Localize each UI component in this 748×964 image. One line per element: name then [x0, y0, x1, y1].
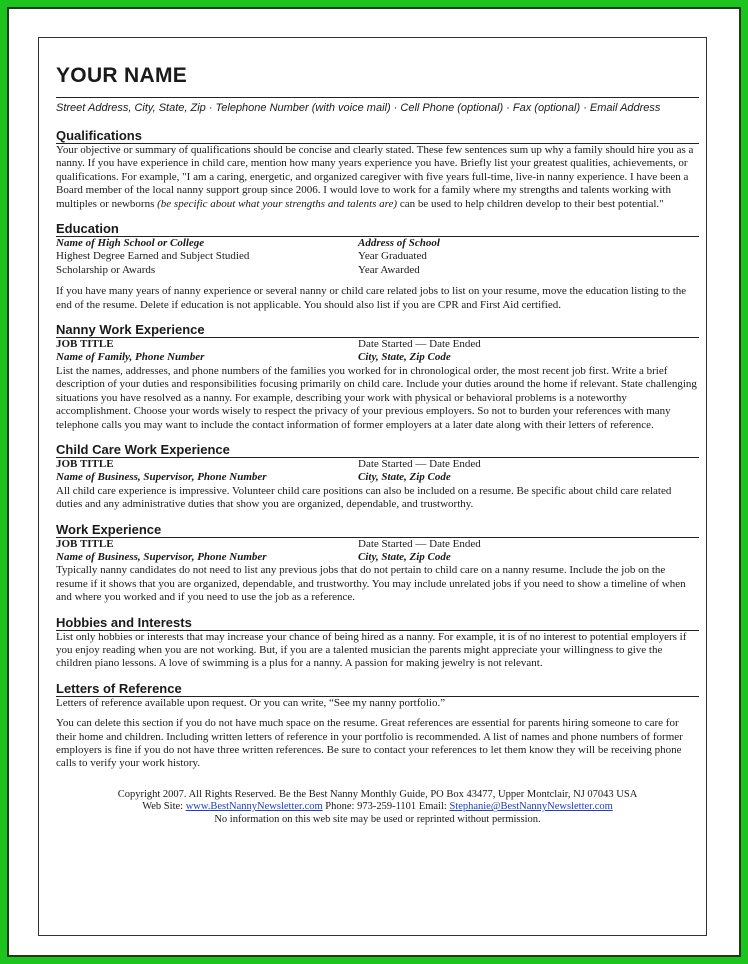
education-heading: Education: [56, 221, 699, 237]
qualifications-body: Your objective or summary of qualifications should be concise and clearly stated. These few sentences sum up why a family should hire you as a nanny. If you have experience in child care, mention how many years experience you have. Briefly list your greatest qualities, achievements, or qualifications. For example, "I am a caring, energetic, and organized caregiver with five years full-time, live-in nanny experience. I have been a Board member of the local nanny support group since 2006. I would love to work for a family where my strengths and talents working with multiples or newborns: [56, 144, 694, 210]
childcare-section: [56, 442, 699, 512]
education-section: [56, 221, 699, 312]
footer-web-label: Web Site:: [142, 801, 184, 813]
childcare-job-title: JOB TITLE: [56, 457, 114, 470]
footer-phone: Phone: 973-259-1101: [325, 801, 417, 813]
footer-email-label: Email:: [418, 801, 447, 813]
nanny-section: [56, 322, 699, 432]
footer: [56, 789, 699, 827]
nanny-row-2: [56, 351, 699, 364]
work-section: [56, 522, 699, 605]
hobbies-section: [56, 615, 699, 671]
hobbies-body: List only hobbies or interests that may increase your chance of being hired as a nanny. For example, it is of no interest to potential employers if you enjoy reading when you are not working. But, if you are a talented musician the parents might appreciate your willingness to give the children piano lessons. A love of swimming is a plus for a nanny. A passion for making jewelry is not relevant.: [56, 630, 687, 670]
nanny-row-1: [56, 338, 699, 351]
work-dates: Date Started — Date Ended: [358, 537, 481, 550]
school-name: Name of High School or College: [56, 237, 205, 250]
footer-email-link[interactable]: Stephanie@BestNannyNewsletter.com: [449, 801, 613, 813]
references-line1: Letters of reference available upon request. Or you can write, “See my nanny portfolio.”: [56, 696, 446, 709]
references-section: [56, 681, 699, 771]
education-row-1: [56, 237, 699, 250]
nanny-employer: Name of Family, Phone Number: [56, 351, 205, 364]
qualifications-text: [56, 144, 699, 211]
qualifications-body-end: can be used to help children develop to their best potential.": [399, 197, 664, 210]
childcare-dates: Date Started — Date Ended: [358, 457, 481, 470]
resume-content: [56, 64, 699, 826]
nanny-heading: Nanny Work Experience: [56, 322, 699, 338]
qualifications-section: [56, 128, 699, 211]
education-row-3: [56, 264, 699, 277]
childcare-employer: Name of Business, Supervisor, Phone Number: [56, 471, 267, 484]
school-address: Address of School: [358, 237, 440, 250]
footer-contact-line: [56, 801, 699, 814]
work-row-2: [56, 551, 699, 564]
childcare-body: All child care experience is impressive. Volunteer child care positions can also be included on a resume. Be specific about child care related duties and any administrative duties that show you are organized, dependable, and trustworthy.: [56, 484, 672, 511]
hobbies-heading: Hobbies and Interests: [56, 615, 699, 631]
degree: Highest Degree Earned and Subject Studied: [56, 250, 250, 263]
footer-web-link[interactable]: www.BestNannyNewsletter.com: [185, 801, 323, 813]
nanny-location: City, State, Zip Code: [358, 351, 451, 364]
year-graduated: Year Graduated: [358, 250, 427, 263]
footer-disclaimer: No information on this web site may be used or reprinted without permission.: [214, 813, 541, 825]
qualifications-italic-note: (be specific about what your strengths and talents are): [157, 197, 398, 210]
work-heading: Work Experience: [56, 522, 699, 538]
contact-line: Street Address, City, State, Zip · Telephone Number (with voice mail) · Cell Phone (optional) · Fax (optional) · Email Address: [56, 97, 699, 115]
nanny-dates: Date Started — Date Ended: [358, 338, 481, 351]
nanny-job-title: JOB TITLE: [56, 338, 114, 351]
footer-copyright: Copyright 2007. All Rights Reserved. Be the Best Nanny Monthly Guide, PO Box 43477, Upper Montclair, NJ 07043 USA: [117, 788, 638, 800]
childcare-row-1: [56, 458, 699, 471]
nanny-body: List the names, addresses, and phone numbers of the families you worked for in chronological order, the most recent job first. Write a brief description of your duties and responsibilities focusing primarily on child care. Include your duties around the home if relevant. State challenging situations you have resolved as a nanny. For example, describing your work with physical or behavioral problems is a noteworthy accomplishment. Choose your words wisely to respect the privacy of your previous employers. So not to burden your references with many telephone calls you may want to include the contact information of former employers at a later date along with their letters of reference.: [56, 364, 697, 431]
work-location: City, State, Zip Code: [358, 550, 451, 563]
work-employer: Name of Business, Supervisor, Phone Number: [56, 550, 267, 563]
references-heading: Letters of Reference: [56, 681, 699, 697]
work-body: Typically nanny candidates do not need to list any previous jobs that do not pertain to child care on a nanny resume. Include the job on the resume if it shows that you are organized, dependable, and trustworthy. You may include unrelated jobs if you need to show a timeline of when and where you worked and if you need to use the job as a reference.: [56, 564, 686, 604]
resume-name: YOUR NAME: [56, 64, 188, 87]
year-awarded: Year Awarded: [358, 263, 420, 276]
resume-page: [38, 37, 707, 936]
education-note: If you have many years of nanny experience or several nanny or child care related jobs to list on your resume, move the education listing to the end of the resume. Delete if education is not applicable. You should also list if you are CPR and First Aid certified.: [56, 285, 687, 311]
references-body: You can delete this section if you do not have much space on the resume. Great references are essential for parents hiring someone to care for their home and children. Including written letters of reference in your portfolio is recommended. A list of names and phone numbers of former employers is fine if you do not have three written references. Be sure to contact your references to let them know they will be receiving phone calls to verify your work history.: [56, 717, 683, 770]
childcare-location: City, State, Zip Code: [358, 471, 451, 484]
qualifications-heading: Qualifications: [56, 128, 699, 144]
work-job-title: JOB TITLE: [56, 537, 114, 550]
work-row-1: [56, 538, 699, 551]
childcare-heading: Child Care Work Experience: [56, 442, 699, 458]
education-row-2: [56, 250, 699, 263]
scholarship: Scholarship or Awards: [56, 263, 156, 276]
childcare-row-2: [56, 471, 699, 484]
